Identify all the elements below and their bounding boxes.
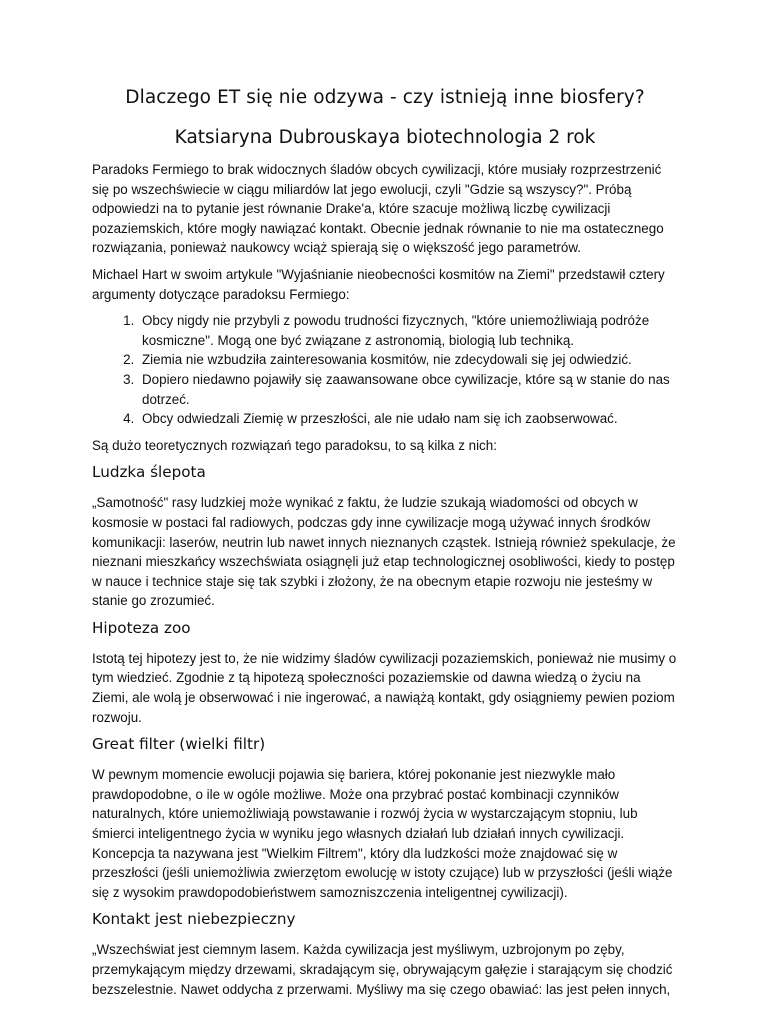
section-heading-great-filter: Great filter (wielki filtr) <box>92 735 266 754</box>
section-text-ludzka-slepota: „Samotność" rasy ludzkiej może wynikać z faktu, że ludzie szukają wiadomości od obcych w kosmosie w postaci fal radiowych, podczas gdy inne cywilizacje mogą używać innych środków komunikacji: laserów, neutrin lub nawet innych nieznanych cząstek. Istnieją również spekulacje, że nieznani mieszkańcy wszechświata osiągnęli już etap technologicznej osobliwości, kiedy to postęp w nauce i technice staje się tak szybki i złożony, że na obecnym etapie rozwoju nie jesteśmy w stanie go zrozumieć. <box>92 495 676 609</box>
list-item: 4. Obcy odwiedzali Ziemię w przeszłości, ale nie udało nam się ich zaobserwować. <box>138 409 678 429</box>
list-item: 3. Dopiero niedawno pojawiły się zaawansowane obce cywilizacje, które są w stanie do nas dotrzeć. <box>138 370 678 409</box>
document-title: Dlaczego ET się nie odzywa - czy istnieją inne biosfery? <box>125 87 645 108</box>
list-item: 2. Ziemia nie wzbudziła zainteresowania kosmitów, nie zdecydowali się jej odwiedzić. <box>138 350 678 370</box>
hart-intro-paragraph: Michael Hart w swoim artykule "Wyjaśnianie nieobecności kosmitów na Ziemi" przedstawił cztery argumenty dotyczące paradoksu Fermiego: <box>92 266 665 302</box>
solutions-intro-paragraph: Są dużo teoretycznych rozwiązań tego paradoksu, to są kilka z nich: <box>92 437 497 453</box>
section-heading-kontakt: Kontakt jest niebezpieczny <box>92 910 296 929</box>
list-item: 1. Obcy nigdy nie przybyli z powodu trudności fizycznych, "które uniemożliwiają podróże kosmiczne". Mogą one być związane z astronomią, biologią lub techniką. <box>138 311 678 350</box>
document-subtitle: Katsiaryna Dubrouskaya biotechnologia 2 rok <box>174 127 596 148</box>
arguments-list <box>92 311 678 429</box>
section-text-great-filter: W pewnym momencie ewolucji pojawia się bariera, której pokonanie jest niezwykle mało prawdopodobne, o ile w ogóle możliwe. Może ona przybrać postać kombinacji czynników naturalnych, które uniemożliwiają powstawanie i rozwój życia w wystarczającym stopniu, lub śmierci inteligentnego życia w wyniku jego własnych działań lub działań innych cywilizacji. Koncepcja ta nazywana jest "Wielkim Filtrem", który dla ludzkości może znajdować się w przeszłości (jeśli uniemożliwia zwierzętom ewolucję w istoty czujące) lub w przyszłości (jeśli wiąże się z wysokim prawdopodobieństwem samozniszczenia inteligentnej cywilizacji). <box>92 767 673 900</box>
section-text-hipoteza-zoo: Istotą tej hipotezy jest to, że nie widzimy śladów cywilizacji pozaziemskich, ponieważ nie musimy o tym wiedzieć. Zgodnie z tą hipotezą społeczności pozaziemskie od dawna wiedzą o życiu na Ziemi, ale wolą je obserwować i nie ingerować, a nawiążą kontakt, gdy osiągniemy pewien poziom rozwoju. <box>92 650 677 725</box>
intro-paragraph: Paradoks Fermiego to brak widocznych śladów obcych cywilizacji, które musiały rozprzestrzenić się po wszechświecie w ciągu miliardów lat jego ewolucji, czyli "Gdzie są wszyscy?". Próbą odpowiedzi na to pytanie jest równanie Drake'a, które szacuje możliwą liczbę cywilizacji pozaziemskich, które mogły nawiązać kontakt. Obecnie jednak równanie to nie ma ostatecznego rozwiązania, ponieważ naukowcy wciąż spierają się o większość jego parametrów. <box>92 162 664 256</box>
section-text-kontakt: „Wszechświat jest ciemnym lasem. Każda cywilizacja jest myśliwym, uzbrojonym po zęby, przemykającym między drzewami, skradającym się, obrywającym gałęzie i starającym się chodzić bezszelestnie. Nawet oddycha z przerwami. Myśliwy ma się czego obawiać: las jest pełen innych, <box>92 942 673 997</box>
section-heading-ludzka-slepota: Ludzka ślepota <box>92 463 206 482</box>
section-heading-hipoteza-zoo: Hipoteza zoo <box>92 618 191 637</box>
